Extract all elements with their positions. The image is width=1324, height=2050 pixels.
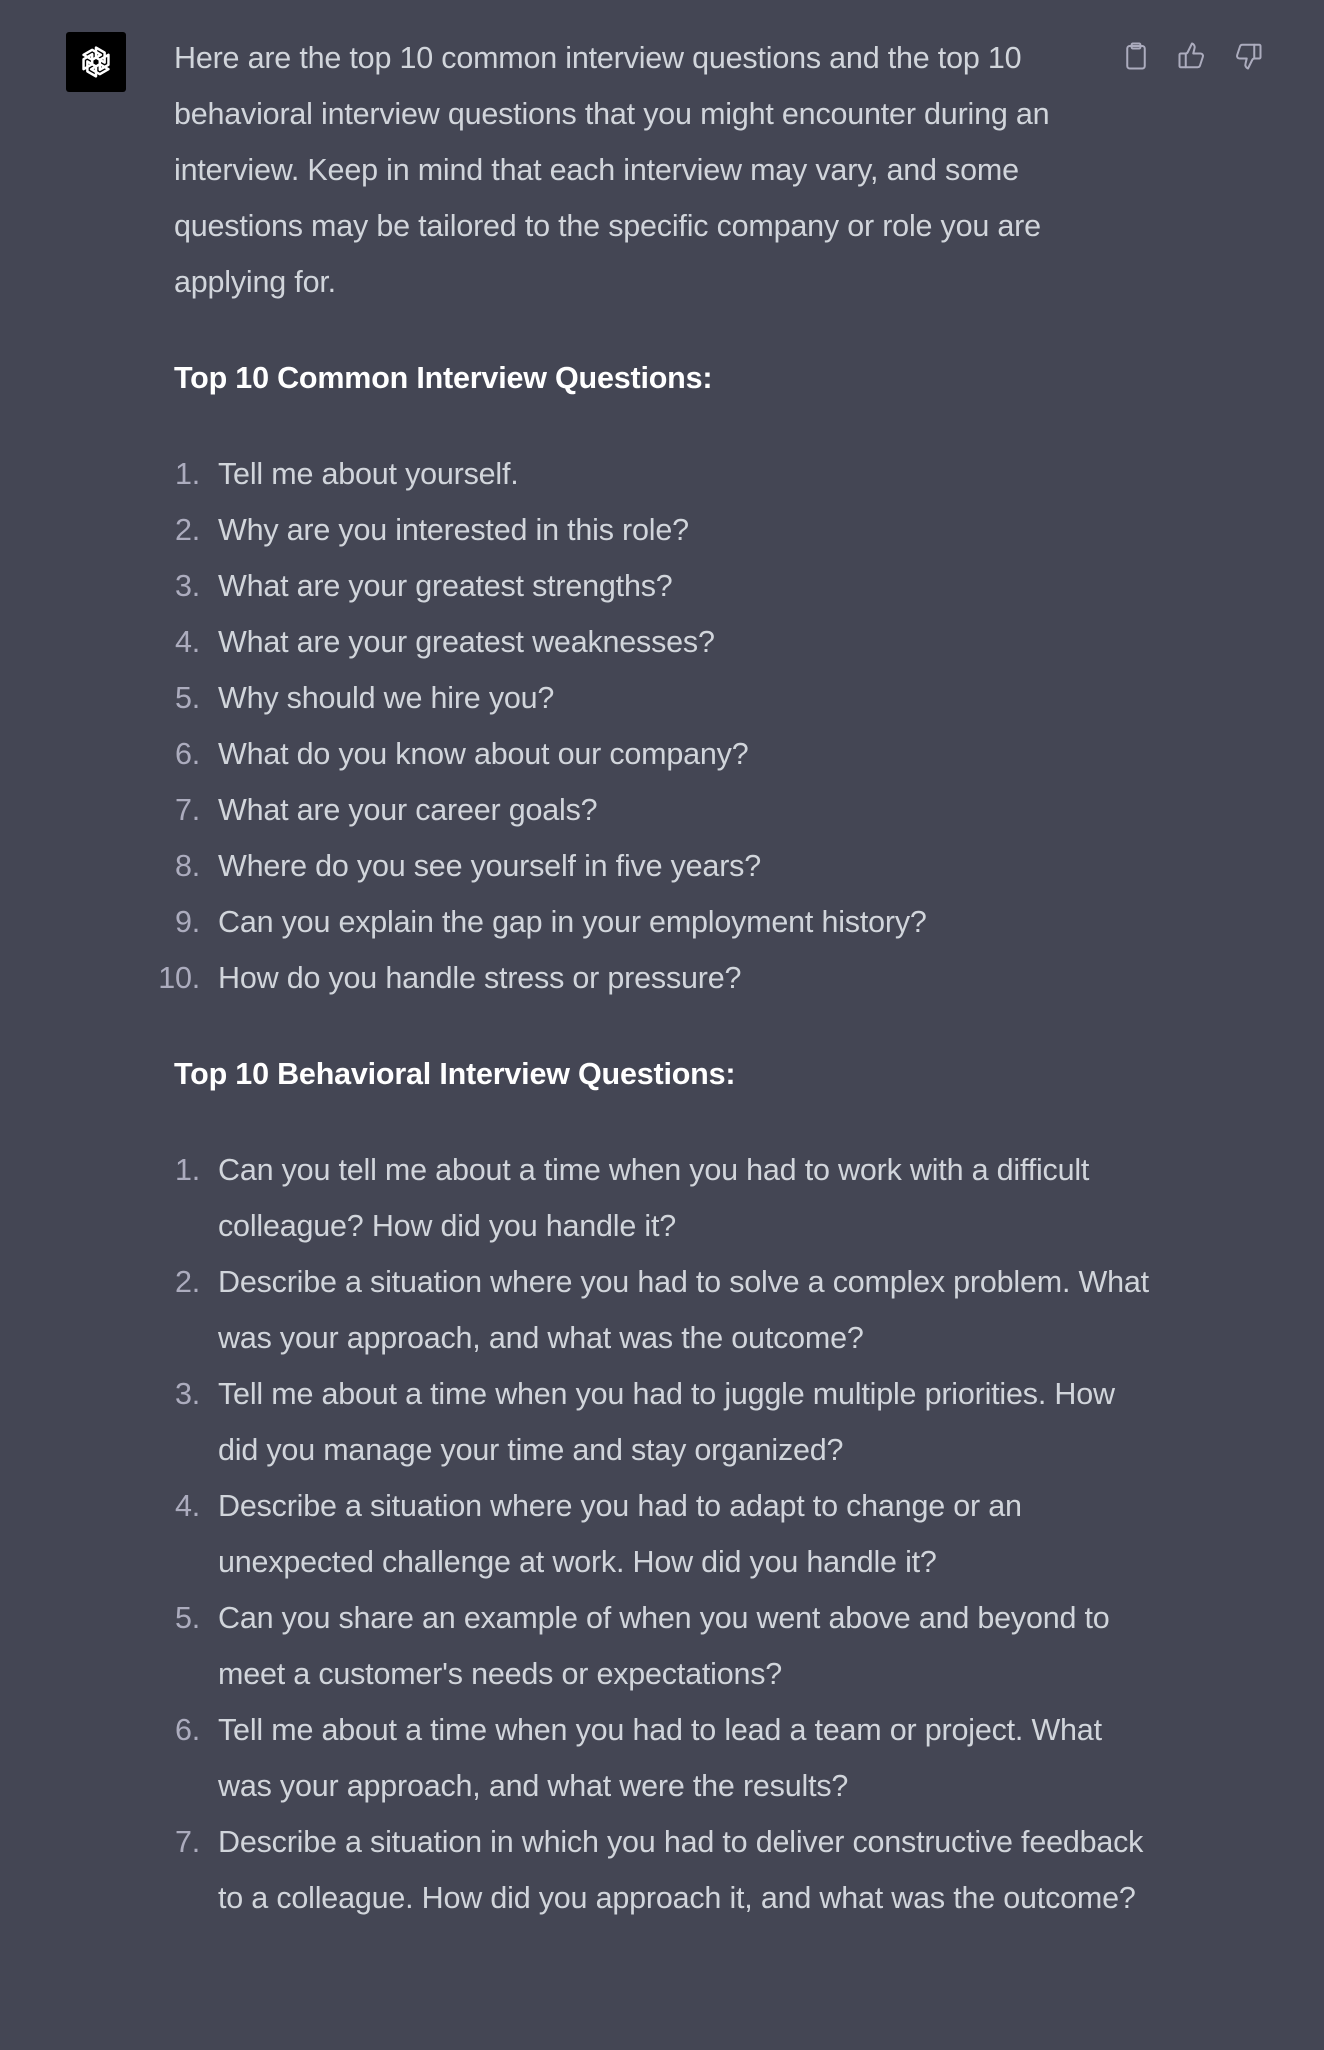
thumbs-up-icon (1177, 41, 1207, 71)
list-item-text: Describe a situation in which you had to deliver constructive feedback to a colleague. How did you approach it, and what was the outcome? (218, 1825, 1144, 1915)
list-item-text: Describe a situation where you had to solve a complex problem. What was your approach, and what was the outcome? (218, 1265, 1149, 1355)
list-item-number: 2. (174, 513, 200, 547)
thumbs-up-button[interactable] (1174, 38, 1210, 74)
thumbs-down-button[interactable] (1230, 38, 1266, 74)
list-item-text: Why should we hire you? (218, 681, 555, 715)
list-item-number: 8. (174, 849, 200, 883)
list-item-text: Tell me about yourself. (218, 457, 519, 491)
list-item-text: How do you handle stress or pressure? (218, 961, 742, 995)
list-item-number: 9. (174, 905, 200, 939)
list-item-text: Can you explain the gap in your employment history? (218, 905, 927, 939)
list-item (174, 1366, 1115, 1478)
list-item (174, 446, 1110, 502)
list-item (174, 614, 1110, 670)
common-questions-heading: Top 10 Common Interview Questions: (174, 361, 713, 395)
list-item-text: What are your greatest weaknesses? (218, 625, 715, 659)
list-item-number: 2. (174, 1265, 200, 1299)
list-item-text: Tell me about a time when you had to lead a team or project. What was your approach, and what were the results? (218, 1713, 1102, 1803)
list-item (158, 950, 1110, 1006)
list-item-text: What do you know about our company? (218, 737, 749, 771)
list-item-number: 7. (174, 793, 200, 827)
list-item (174, 838, 1110, 894)
list-item-number: 7. (174, 1825, 200, 1859)
list-item-number: 1. (174, 457, 200, 491)
list-item (174, 1702, 1110, 1814)
list-item-text: What are your career goals? (218, 793, 598, 827)
list-item (174, 894, 1110, 950)
assistant-avatar (66, 32, 126, 92)
copy-button[interactable] (1118, 38, 1154, 74)
list-item-number: 6. (174, 737, 200, 771)
list-item (174, 670, 1110, 726)
list-item (174, 1590, 1110, 1702)
list-item-number: 4. (174, 625, 200, 659)
list-item-number: 4. (174, 1489, 200, 1523)
list-item (174, 726, 1110, 782)
list-item (174, 1814, 1144, 1926)
list-item-text: Can you share an example of when you went above and beyond to meet a customer's needs or expectations? (218, 1601, 1110, 1691)
list-item-number: 5. (174, 1601, 200, 1635)
list-item-text: Describe a situation where you had to adapt to change or an unexpected challenge at work. How did you handle it? (218, 1489, 1022, 1579)
list-item (174, 502, 1110, 558)
list-item (174, 558, 1110, 614)
list-item (174, 1142, 1110, 1254)
list-item (174, 782, 1110, 838)
list-item-number: 5. (174, 681, 200, 715)
list-item (174, 1478, 1110, 1590)
list-item-text: Where do you see yourself in five years? (218, 849, 761, 883)
list-item-number: 6. (174, 1713, 200, 1747)
message-actions (1118, 38, 1266, 74)
behavioral-questions-list (174, 1142, 1149, 1926)
assistant-message (158, 30, 1149, 1926)
openai-logo-icon (73, 39, 119, 85)
common-questions-list (158, 446, 1110, 1006)
list-item-text: Why are you interested in this role? (218, 513, 689, 547)
list-item-number: 3. (174, 1377, 200, 1411)
list-item-number: 10. (158, 961, 200, 995)
intro-paragraph: Here are the top 10 common interview questions and the top 10 behavioral interview questions that you might encounter during an interview. Keep in mind that each interview may vary, and some questions may be tailored to the specific company or role you are applying for. (174, 41, 1050, 299)
thumbs-down-icon (1233, 41, 1263, 71)
list-item (174, 1254, 1149, 1366)
clipboard-icon (1121, 41, 1151, 71)
list-item-number: 3. (174, 569, 200, 603)
list-item-number: 1. (174, 1153, 200, 1187)
list-item-text: Can you tell me about a time when you had to work with a difficult colleague? How did you handle it? (218, 1153, 1090, 1243)
list-item-text: What are your greatest strengths? (218, 569, 673, 603)
behavioral-questions-heading: Top 10 Behavioral Interview Questions: (174, 1057, 736, 1091)
list-item-text: Tell me about a time when you had to juggle multiple priorities. How did you manage your time and stay organized? (218, 1377, 1115, 1467)
